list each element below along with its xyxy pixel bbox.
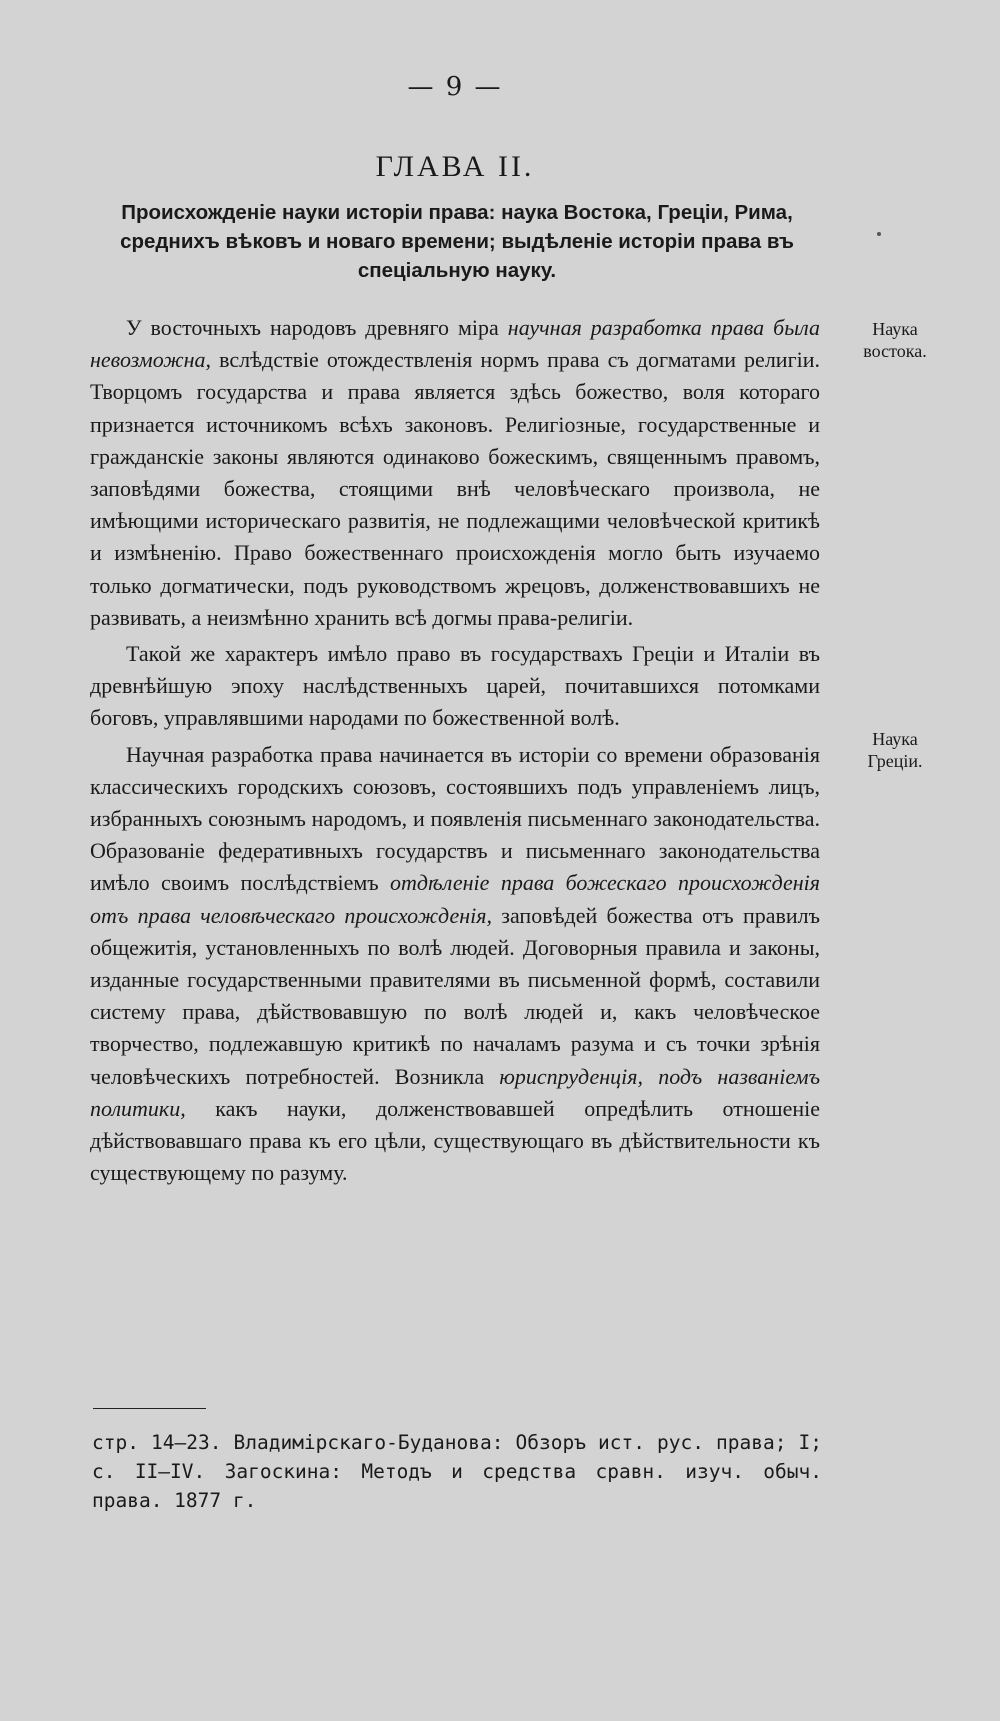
paragraph-classical [90,739,820,1190]
margin-note-east-line2: востока. [863,341,927,361]
ink-speck [877,232,881,236]
margin-note-east-line1: Наука [872,319,918,339]
body-text [90,312,820,1193]
paragraph-classical-part3: какъ науки, долженствовавшей опредѣлить отношеніе дѣйствовавшаго права къ его цѣли, существующаго въ дѣйствительности къ существующему по разуму. [90,1095,820,1186]
paragraph-east-part1: У восточныхъ народовъ древняго міра [126,315,508,340]
paragraph-classical-part1: Научная разработка права начинается въ исторіи со времени образованія классическихъ городскихъ союзовъ, состоявшихъ подъ управленіемъ лицъ, избранныхъ союзнымъ народомъ, и появленія письменнаго законодательства. Образованіе федеративныхъ государствъ и письменнаго законодательства имѣло своимъ послѣдствіемъ [90,741,820,896]
chapter-subtitle: Происхожденіе науки исторіи права: наука Востока, Греціи, Рима, среднихъ вѣковъ и новаго времени; выдѣленіе исторіи права въ спеціальную науку. [120,201,794,282]
footnote: стр. 14—23. Владимірскаго-Буданова: Обзоръ ист. рус. права; I; с. II—IV. Загоскина: Методъ и средства сравн. изуч. обыч. права. 1877 г. [92,1431,822,1512]
paragraph-east-emphasis: научная разработка права была невозможна, [90,315,820,373]
margin-note-greece-line2: Греціи. [867,751,923,771]
margin-note-greece [840,728,950,772]
page-number: — 9 — [407,72,503,102]
chapter-title: ГЛАВА II. [375,150,535,183]
margin-note-greece-line1: Наука [872,729,918,749]
footnote-divider [93,1408,206,1409]
paragraph-classical-emphasis1: отдѣленіе права божескаго происхожденія отъ права человѣческаго происхожденія, [90,870,820,928]
margin-note-east [840,318,950,362]
paragraph-east-part2: вслѣдствіе отождествленія нормъ права съ догматами религіи. Творцомъ государства и права является здѣсь божество, воля котораго признается источникомъ всѣхъ законовъ. Религіозные, государственные и гражданскіе законы являются одинаково божескимъ, священнымъ правомъ, заповѣдями божества, стоящими внѣ человѣческаго произвола, не имѣющими историческаго развитія, не подлежащими человѣческой критикѣ и измѣненію. Право божественнаго происхожденія могло быть изучаемо только догматически, подъ руководствомъ жрецовъ, долженствовавшихъ не развивать, а неизмѣнно хранить всѣ догмы права-религіи. [90,347,820,630]
paragraph-classical-emphasis2: юриспруденція, подъ названіемъ политики, [90,1063,820,1121]
paragraph-east [90,312,820,634]
paragraph-classical-part2: заповѣдей божества отъ правилъ общежитія, установленныхъ по волѣ людей. Договорныя правила и законы, изданные государственными правителями въ письменной формѣ, составили систему права, дѣйствовавшую по волѣ людей и, какъ человѣческое творчество, подлежавшую критикѣ по началамъ разума и съ точки зрѣнія человѣческихъ потребностей. Возникла [90,902,820,1089]
paragraph-greece: Такой же характеръ имѣло право въ государствахъ Греціи и Италіи въ древнѣйшую эпоху наслѣдственныхъ царей, почитавшихся потомками боговъ, управлявшими народами по божественной волѣ. [90,641,820,731]
